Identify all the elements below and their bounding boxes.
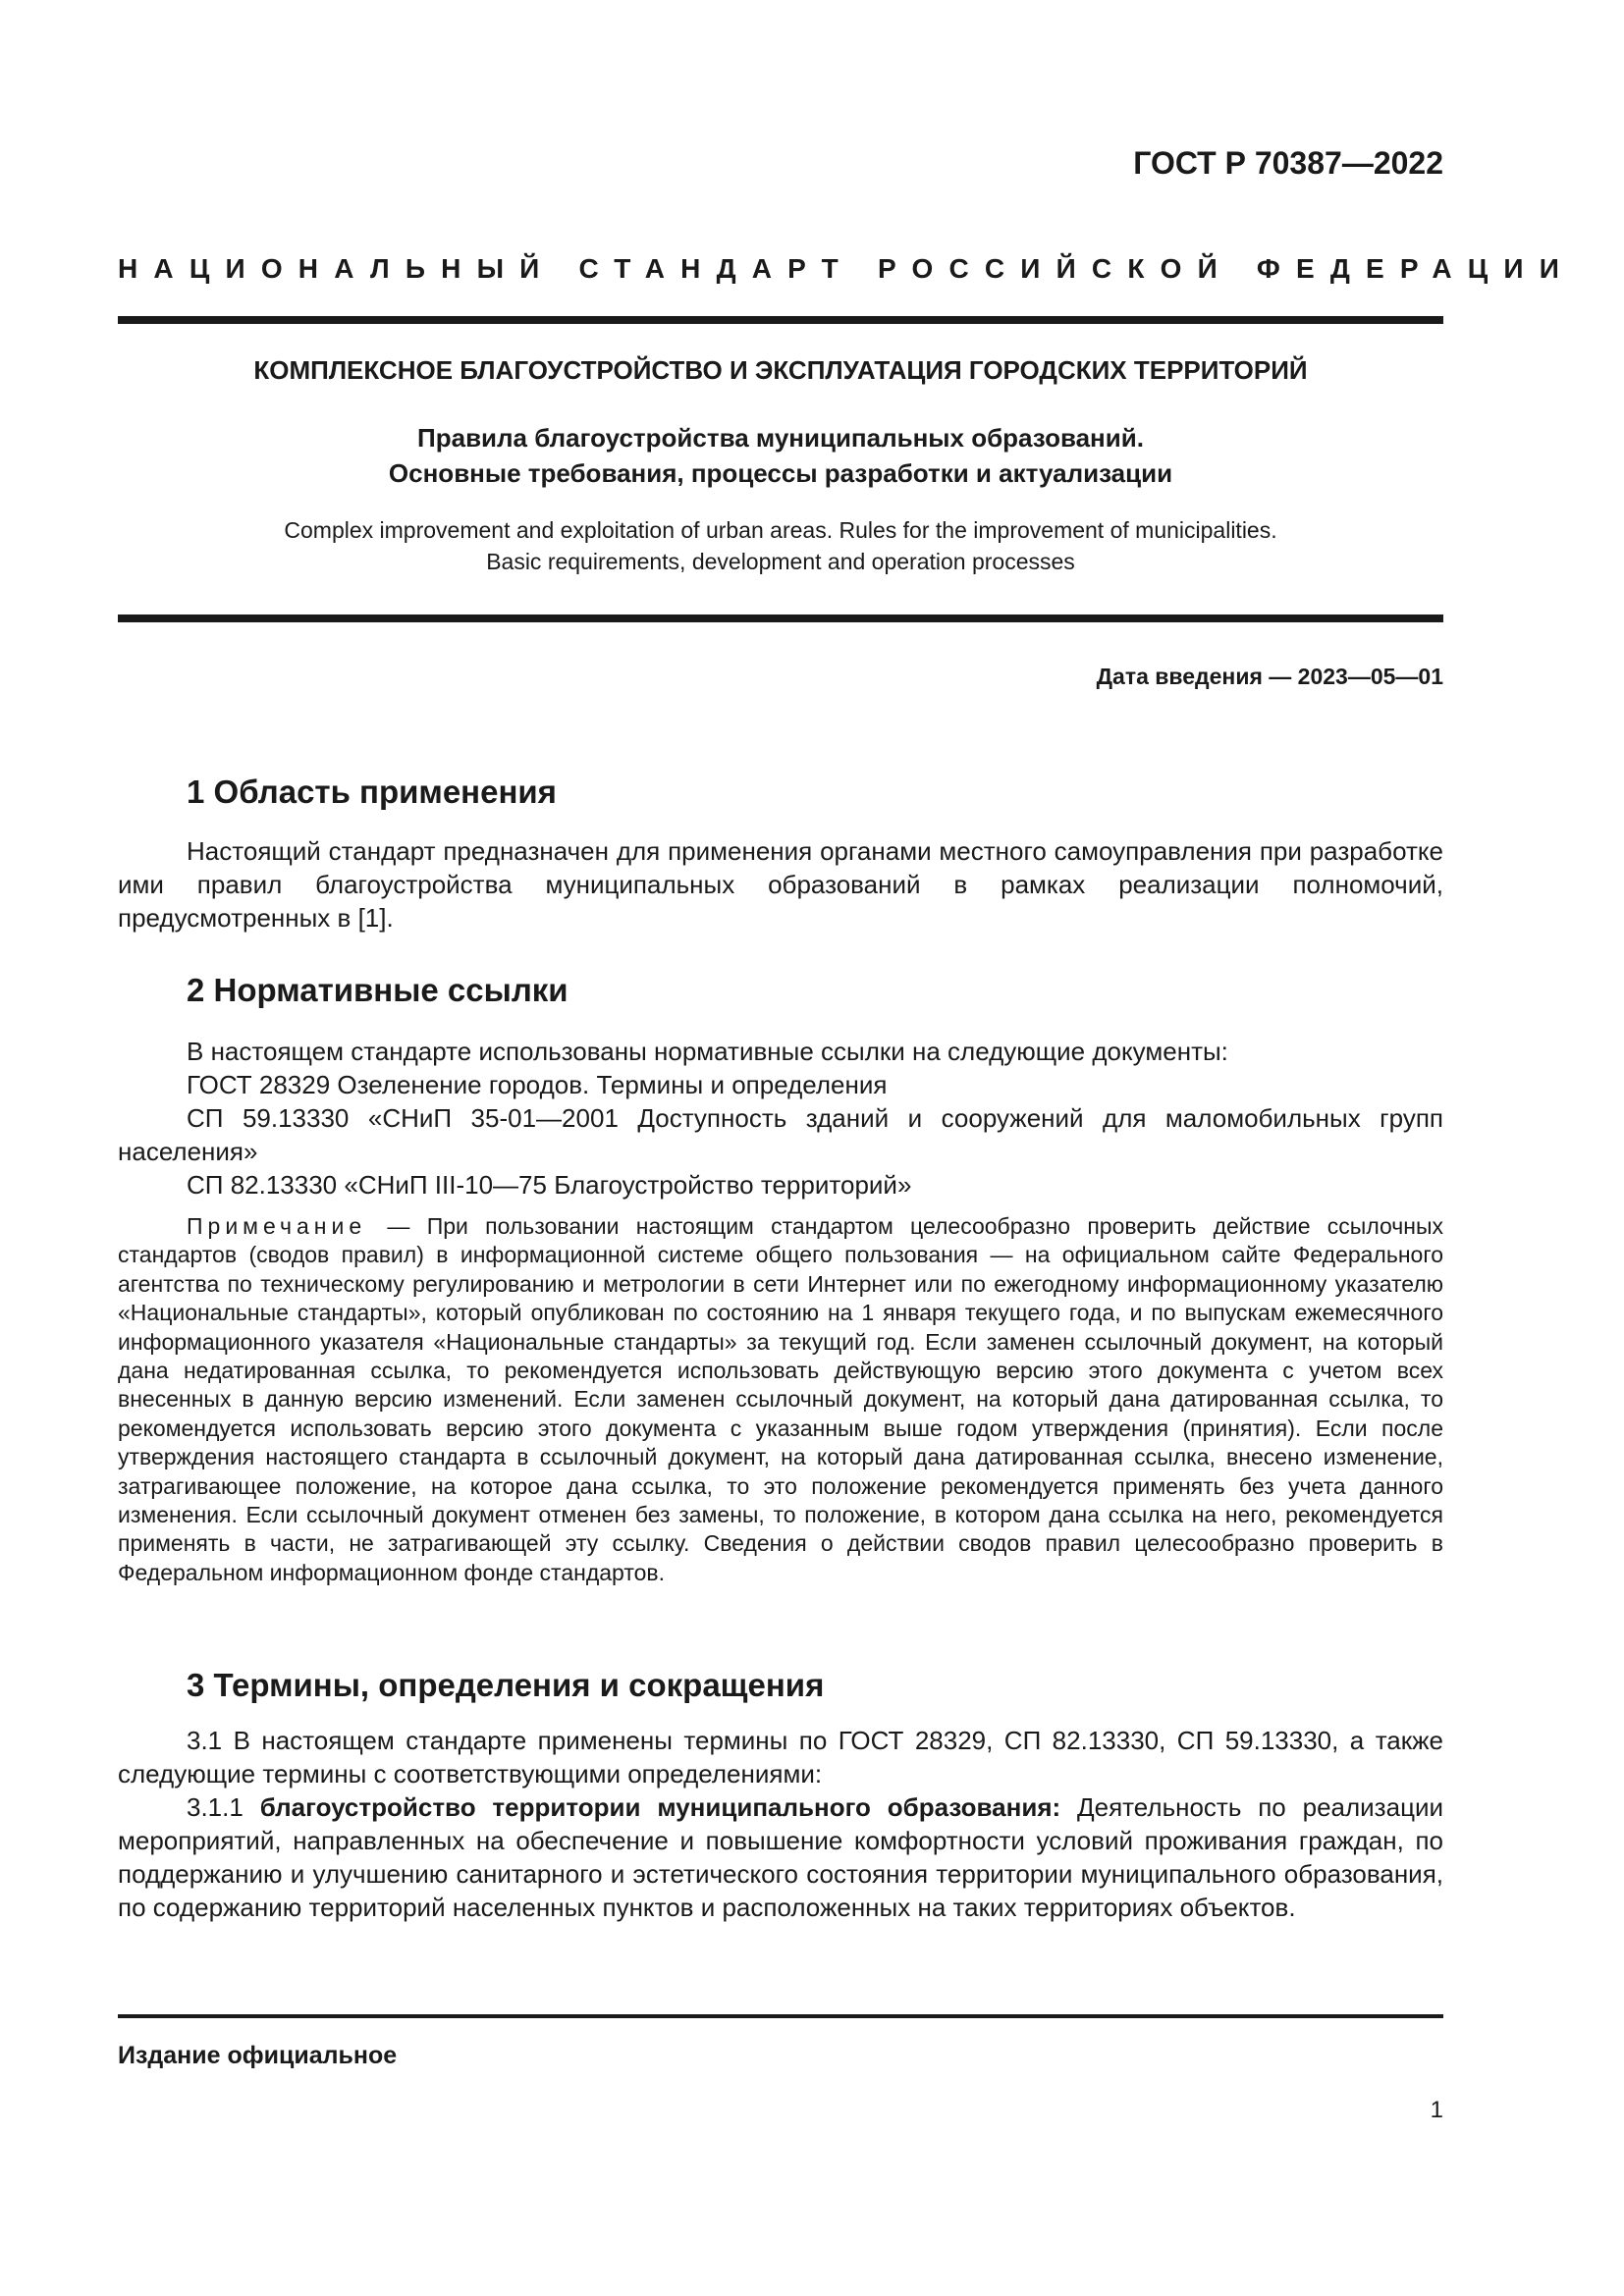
subtitle-line-2: Основные требования, процессы разработки и актуализации — [388, 458, 1173, 488]
section-1-heading: 1 Область применения — [187, 774, 557, 810]
official-edition-label: Издание официальное — [118, 2042, 398, 2069]
english-title-line-1: Complex improvement and exploitation of urban areas. Rules for the improvement of municipalities. — [284, 517, 1277, 543]
term-definition — [118, 1790, 1443, 1924]
section-3-heading: 3 Термины, определения и сокращения — [187, 1667, 825, 1703]
section-1-body — [118, 834, 1443, 934]
term-number: 3.1.1 — [187, 1792, 244, 1822]
english-title — [118, 514, 1443, 577]
term-name: благоустройство территории муниципального образования: — [259, 1792, 1061, 1822]
english-title-line-2: Basic requirements, development and operation processes — [486, 549, 1075, 574]
note-label: Примечание — [187, 1213, 367, 1239]
term-definition-text: Деятельность по реализации мероприятий, направленных на обеспечение и повышение комфортности условий проживания граждан, по поддержанию и улучшению санитарного и эстетического состояния территории муниципального образования, по содержанию территорий населенных пунктов и расположенных на таких территориях объектов. — [118, 1792, 1444, 1922]
footer-divider — [118, 2014, 1443, 2018]
reference-item: ГОСТ 28329 Озеленение городов. Термины и определения — [187, 1070, 888, 1099]
note-text: — При пользовании настоящим стандартом целесообразно проверить действие ссылочных стандартов (сводов правил) в информационной системе общего пользования — на официальном сайте Федерального агентства по техническому регулированию и метрологии в сети Интернет или по ежегодному информационному указателю «Национальные стандарты», который опубликован по состоянию на 1 января текущего года, и по выпускам ежемесячного информационного указателя «Национальные стандарты» за текущий год. Если заменен ссылочный документ, на который дана недатированная ссылка, то рекомендуется использовать действующую версию этого документа с учетом всех внесенных в данную версию изменений. Если заменен ссылочный документ, на который дана датированная ссылка, то рекомендуется использовать версию этого документа с указанным выше годом утверждения (принятия). Если после утверждения настоящего стандарта в ссылочный документ, на который дана датированная ссылка, внесено изменение, затрагивающее положение, на которое дана ссылка, то это положение рекомендуется применять без учета данного изменения. Если ссылочный документ отменен без замены, то положение, в котором дана ссылка на него, рекомендуется применять в части, не затрагивающей эту ссылку. Сведения о действии сводов правил целесообразно проверить в Федеральном информационном фонде стандартов. — [118, 1213, 1444, 1585]
header-divider — [118, 316, 1443, 324]
reference-note — [118, 1212, 1443, 1587]
date-of-introduction: Дата введения — 2023—05—01 — [1096, 664, 1443, 689]
section-1-paragraph: Настоящий стандарт предназначен для применения органами местного самоуправления при разработке ими правил благоустройства муниципальных образований в рамках реализации полномочий, предусмотренных в [1]. — [118, 836, 1443, 933]
reference-item: СП 59.13330 «СНиП 35-01—2001 Доступность зданий и сооружений для маломобильных групп населения» — [118, 1103, 1443, 1166]
standard-code: ГОСТ Р 70387—2022 — [1133, 145, 1443, 181]
subtitle-line-1: Правила благоустройства муниципальных образований. — [417, 423, 1144, 453]
document-subtitle — [118, 420, 1443, 491]
section-2-intro: В настоящем стандарте использованы нормативные ссылки на следующие документы: — [187, 1037, 1228, 1066]
title-divider — [118, 614, 1443, 622]
reference-item: СП 82.13330 «СНиП III-10—75 Благоустройство территорий» — [187, 1170, 912, 1200]
document-title: КОМПЛЕКСНОЕ БЛАГОУСТРОЙСТВО И ЭКСПЛУАТАЦИЯ ГОРОДСКИХ ТЕРРИТОРИЙ — [253, 355, 1308, 385]
section-2-heading: 2 Нормативные ссылки — [187, 972, 568, 1008]
section-3-body — [118, 1724, 1443, 1924]
section-3-paragraph: 3.1 В настоящем стандарте применены термины по ГОСТ 28329, СП 82.13330, СП 59.13330, а также следующие термины с соответствующими определениями: — [118, 1726, 1443, 1789]
section-2-body — [118, 1035, 1443, 1201]
page-number: 1 — [1430, 2097, 1443, 2123]
national-standard-banner: НАЦИОНАЛЬНЫЙ СТАНДАРТ РОССИЙСКОЙ ФЕДЕРАЦИИ — [118, 253, 1576, 284]
